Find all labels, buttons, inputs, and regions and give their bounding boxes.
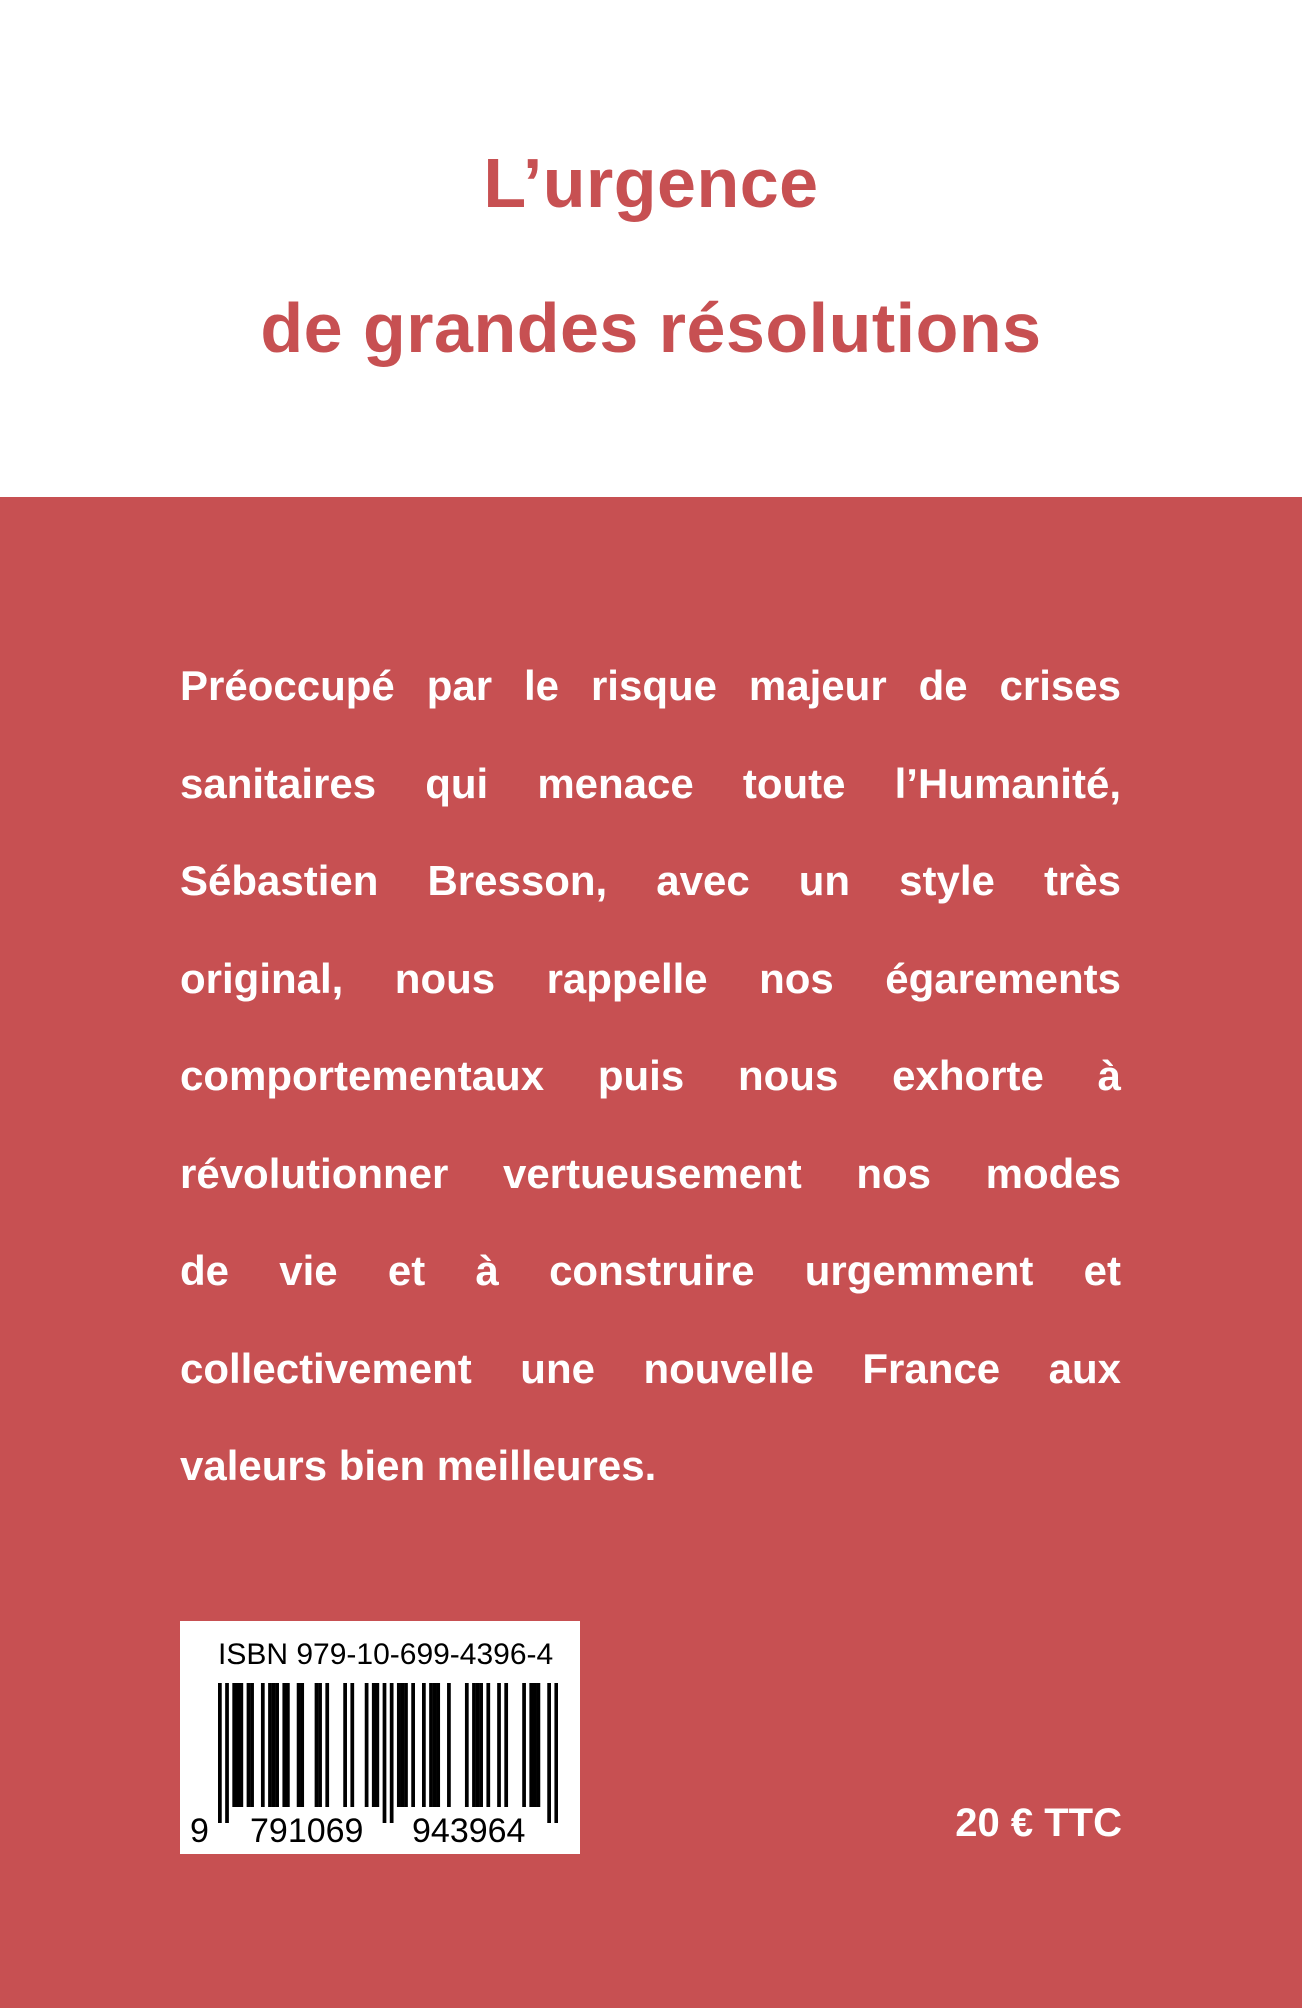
barcode-bar	[529, 1683, 533, 1807]
isbn-barcode	[180, 1621, 580, 1854]
barcode-bar	[225, 1683, 229, 1823]
barcode-bar	[497, 1683, 501, 1807]
barcode-bar	[547, 1683, 551, 1823]
barcode-bar	[375, 1683, 379, 1807]
barcode-bar	[447, 1683, 451, 1807]
book-title-line-2: de grandes résolutions	[260, 289, 1042, 367]
blurb-line: de vie et à construire urgemment et	[180, 1247, 1121, 1294]
barcode-bar	[504, 1683, 508, 1807]
barcode-bar	[390, 1683, 394, 1823]
price-label: 20 € TTC	[955, 1801, 1122, 1845]
barcode-bar	[411, 1683, 415, 1807]
barcode-bar	[479, 1683, 483, 1807]
barcode-bar	[218, 1683, 222, 1823]
barcode-bar	[554, 1683, 558, 1823]
blurb-line: sanitaires qui menace toute l’Humanité,	[180, 759, 1121, 807]
barcode-bar	[300, 1683, 304, 1807]
blurb-line: révolutionner vertueusement nos modes	[180, 1149, 1121, 1197]
barcode-bar	[537, 1683, 541, 1807]
barcode-bar	[422, 1683, 426, 1807]
barcode-bar	[401, 1683, 405, 1807]
barcode-bar	[297, 1683, 301, 1807]
ean-left-group: 791069	[250, 1812, 364, 1850]
barcode-bars	[218, 1683, 558, 1823]
barcode-bar	[533, 1683, 537, 1807]
barcode-bar	[236, 1683, 240, 1807]
blurb-line: original, nous rappelle nos égarements	[180, 954, 1121, 1002]
book-title-line-1: L’urgence	[483, 144, 819, 222]
barcode-bar	[372, 1683, 376, 1807]
blurb-line: Préoccupé par le risque majeur de crises	[180, 662, 1121, 709]
barcode-bar	[522, 1683, 526, 1807]
barcode-bar	[486, 1683, 490, 1807]
barcode-bar	[239, 1683, 243, 1807]
blurb-line: collectivement une nouvelle France aux	[180, 1344, 1121, 1392]
barcode-bar	[286, 1683, 290, 1807]
barcode-bar	[275, 1683, 279, 1807]
barcode-bar	[325, 1683, 329, 1807]
barcode-bar	[318, 1683, 322, 1807]
barcode-bar	[465, 1683, 469, 1807]
barcode-bar	[472, 1683, 476, 1807]
isbn-label: ISBN 979-10-699-4396-4	[218, 1638, 554, 1671]
barcode-bar	[232, 1683, 236, 1807]
barcode-bar	[383, 1683, 387, 1823]
blurb-text	[180, 637, 1121, 1515]
barcode-bar	[343, 1683, 347, 1807]
blurb-line: valeurs bien meilleures.	[180, 1442, 657, 1489]
blurb-line: Sébastien Bresson, avec un style très	[180, 857, 1121, 904]
blurb-line: comportementaux puis nous exhorte à	[180, 1052, 1121, 1099]
barcode-bar	[250, 1683, 254, 1807]
barcode-bar	[476, 1683, 480, 1807]
back-cover-panel	[0, 497, 1302, 2008]
ean-right-group: 943964	[412, 1812, 526, 1850]
barcode-bar	[282, 1683, 286, 1807]
barcode-bar	[436, 1683, 440, 1807]
barcode-bar	[247, 1683, 251, 1807]
barcode-bar	[261, 1683, 265, 1807]
barcode-bar	[433, 1683, 437, 1807]
ean-digits	[188, 1811, 572, 1851]
barcode-bar	[365, 1683, 369, 1807]
barcode-bar	[350, 1683, 354, 1807]
ean-first-digit: 9	[190, 1812, 209, 1850]
barcode-bar	[315, 1683, 319, 1807]
barcode-bar	[429, 1683, 433, 1807]
barcode-bar	[272, 1683, 276, 1807]
barcode-bar	[268, 1683, 272, 1807]
barcode-bar	[404, 1683, 408, 1807]
barcode-bar	[397, 1683, 401, 1807]
title-block	[0, 0, 1302, 497]
